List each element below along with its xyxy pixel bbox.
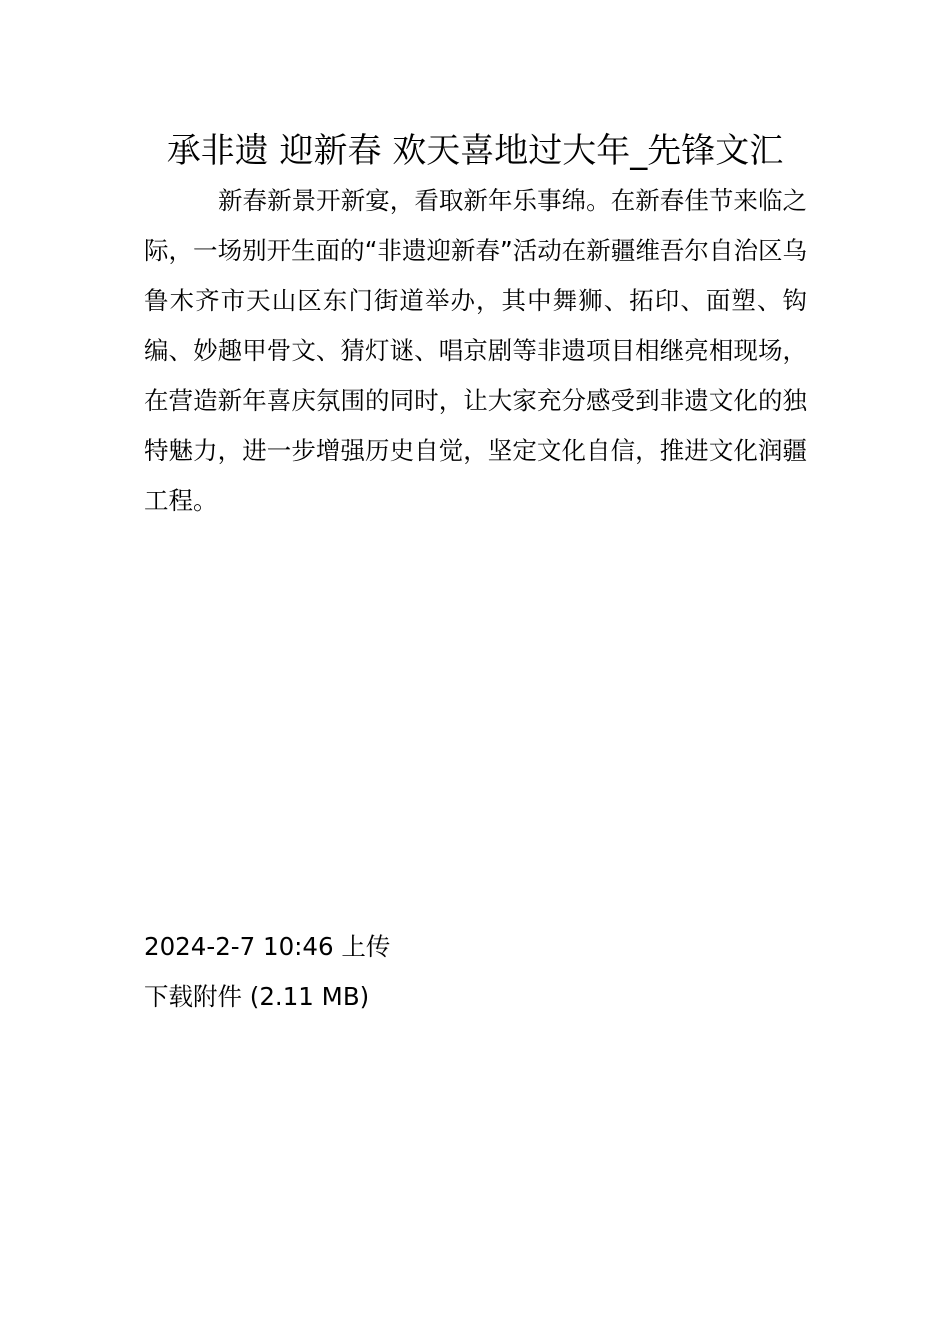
upload-info: 2024-2-7 10:46 上传 bbox=[144, 932, 391, 961]
download-attachment-link[interactable]: 下载附件 (2.11 MB) bbox=[144, 982, 370, 1011]
document-body: 新春新景开新宴，看取新年乐事绵。在新春佳节来临之际，一场别开生面的“非遗迎新春”活动在新疆维吾尔自治区乌鲁木齐市天山区东门街道举办，其中舞狮、拓印、面塑、钩编、妙趣甲骨文、猜灯谜、唱京剧等非遗项目相继亮相现场，在营造新年喜庆氛围的同时，让大家充分感受到非遗文化的独特魅力，进一步增强历史自觉，坚定文化自信，推进文化润疆工程。 bbox=[144, 186, 807, 515]
document-title: 承非遗 迎新春 欢天喜地过大年_先锋文汇 bbox=[166, 131, 784, 171]
